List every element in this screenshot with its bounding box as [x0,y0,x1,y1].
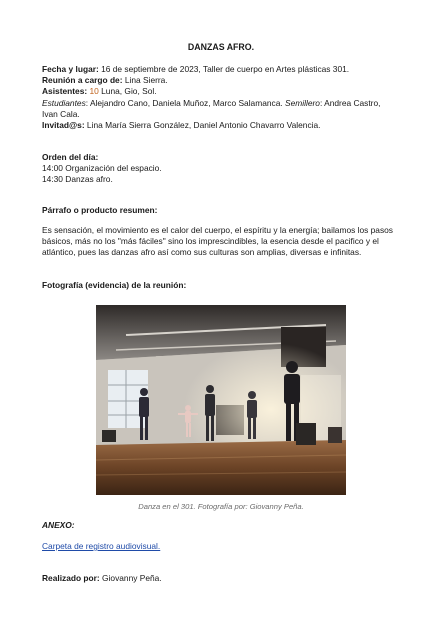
students-line [42,98,398,120]
students-value: : Alejandro Cano, Daniela Muñoz, Marco Salamanca. [85,97,286,108]
dance-photo-image [96,305,346,495]
agenda-item: 14:00 Organización del espacio. [42,163,162,174]
lead-line [42,75,398,86]
guests-label: Invitad@s: [42,120,85,131]
seedbed-value: : Andrea Castro, Ivan Cala. [42,97,381,119]
author-value: Giovanny Peña. [99,573,162,583]
agenda-heading: Orden del día: [42,152,99,162]
photo-heading: Fotografía (evidencia) de la reunión: [42,280,187,290]
meeting-info [42,64,398,131]
agenda-item: 14:30 Danzas afro. [42,174,113,185]
students-label: Estudiantes [42,97,86,108]
guests-line [42,120,398,131]
photo-heading-wrap [42,280,398,291]
summary-heading: Párrafo o producto resumen: [42,205,158,215]
attendees-line [42,86,398,97]
annex-link-wrap [42,541,398,552]
seedbed-label: Semillero [285,97,320,108]
agenda-section [42,152,398,186]
summary-text: Es sensación, el movimiento es el calor del cuerpo, el espíritu y la energía; bailamos los pasos básicos, más no los "más fáciles" sino los imprescindibles, la esencia desde el pacifico y el atlántico, pues las danzas afro así como sus culturas son amplias, diversas e infinitas. [42,225,393,258]
audiovisual-folder-link[interactable]: Carpeta de registro audiovisual. [42,541,161,551]
annex-heading-wrap [42,520,398,531]
guests-value: Lina María Sierra González, Daniel Antonio Chavarro Valencia. [84,120,321,131]
date-label: Fecha y lugar: [42,64,99,74]
annex-heading: ANEXO: [42,520,75,530]
footer-line [42,573,398,584]
date-line [42,64,398,75]
attendees-count: 10 [89,86,99,97]
summary-heading-wrap [42,205,398,216]
dance-photo [96,305,346,495]
author-label: Realizado por: [42,573,100,583]
lead-label: Reunión a cargo de: [42,75,123,86]
date-value: 16 de septiembre de 2023, Taller de cuerpo en Artes plásticas 301. [98,64,350,74]
photo-caption: Danza en el 301. Fotografía por: Giovanny Peña. [138,502,304,511]
document-title: DANZAS AFRO. [187,42,255,52]
attendees-value: Luna, Gio, Sol. [98,86,157,97]
lead-value: Lina Sierra. [122,75,168,86]
attendees-label: Asistentes: [42,86,88,97]
